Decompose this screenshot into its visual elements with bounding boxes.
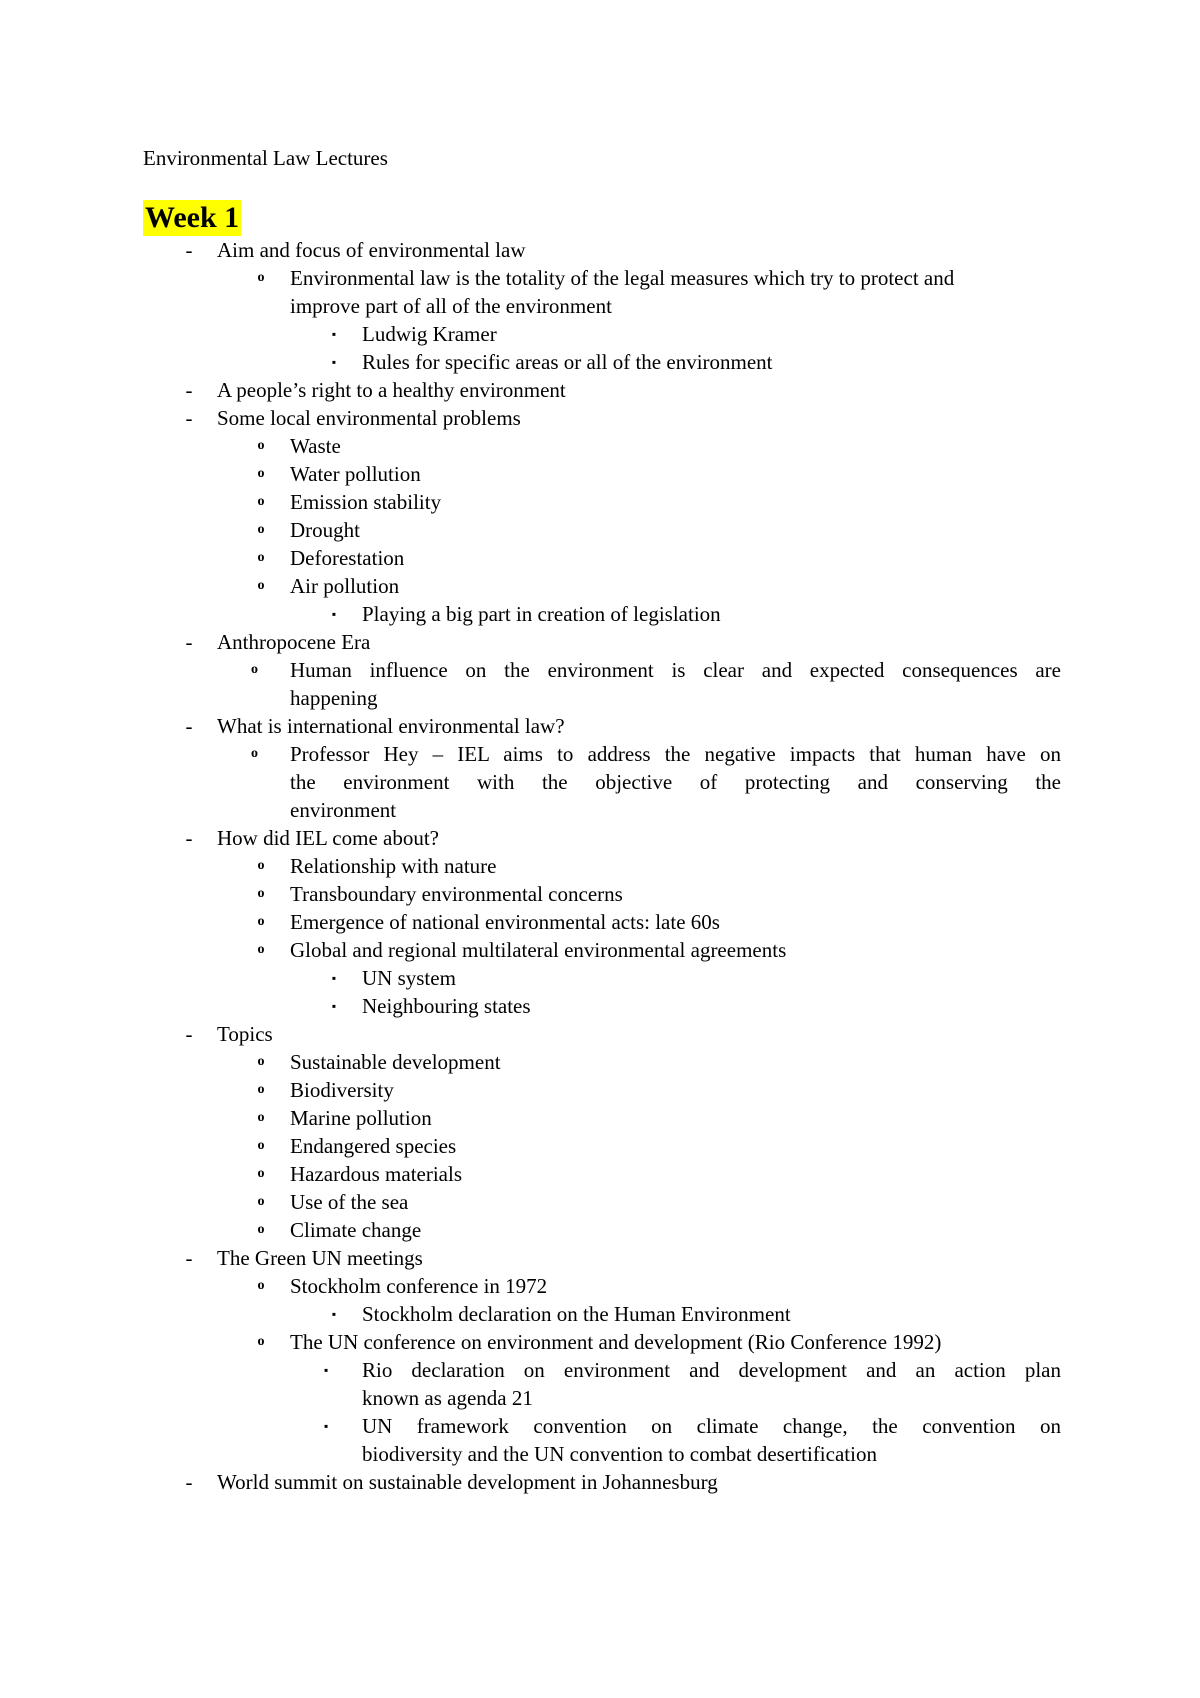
outline-text: known as agenda 21: [362, 1386, 533, 1410]
bullet-marker-level-2: o: [251, 662, 258, 677]
bullet-marker-level-2: o: [257, 1222, 265, 1237]
bullet-marker-level-3: ▪: [324, 1419, 329, 1433]
bullet-marker-level-2: o: [257, 270, 265, 285]
bullet-marker-level-1: -: [185, 1246, 193, 1270]
outline-text: Human influence on the environment is clear and expected consequences are: [290, 658, 1061, 682]
outline-text: The UN conference on environment and development (Rio Conference 1992): [290, 1330, 942, 1354]
outline-text: Emission stability: [290, 490, 442, 514]
outline-item-level-2: [0, 852, 1200, 880]
bullet-marker-level-2: o: [257, 466, 265, 481]
bullet-marker-level-2: o: [257, 1334, 265, 1349]
outline-text: How did IEL come about?: [217, 826, 439, 850]
bullet-marker-level-1: -: [185, 1022, 193, 1046]
outline-item-level-2: [0, 1328, 1200, 1356]
outline-text: Hazardous materials: [290, 1162, 463, 1186]
outline-text: Aim and focus of environmental law: [217, 238, 526, 262]
bullet-marker-level-1: -: [185, 238, 193, 262]
outline-text: improve part of all of the environment: [290, 294, 612, 318]
outline-text: Neighbouring states: [362, 994, 531, 1018]
bullet-marker-level-2: o: [257, 578, 265, 593]
bullet-marker-level-3: ▪: [331, 971, 337, 985]
bullet-marker-level-1: -: [185, 1470, 193, 1494]
outline-text: Air pollution: [290, 574, 400, 598]
bullet-marker-level-2: o: [257, 886, 265, 901]
bullet-marker-level-2: o: [257, 1110, 265, 1125]
bullet-marker-level-1: -: [185, 406, 193, 430]
outline-line-continuation: [0, 1384, 1200, 1412]
outline-text: Biodiversity: [290, 1078, 394, 1102]
outline-item-level-1: [0, 1244, 1200, 1272]
outline-text: Global and regional multilateral environmental agreements: [290, 938, 787, 962]
bullet-marker-level-3: ▪: [324, 1363, 329, 1377]
outline-text: Rules for specific areas or all of the environment: [362, 350, 773, 374]
outline-item-level-3: [0, 992, 1200, 1020]
outline-text: Relationship with nature: [290, 854, 497, 878]
outline-text: Waste: [290, 434, 341, 458]
document-title: Environmental Law Lectures: [143, 146, 388, 170]
outline-text: What is international environmental law?: [217, 714, 565, 738]
outline-item-level-2: [0, 1048, 1200, 1076]
bullet-marker-level-2: o: [257, 1082, 265, 1097]
outline-item-level-1: [0, 824, 1200, 852]
outline-text: Professor Hey – IEL aims to address the negative impacts that human have on: [290, 742, 1061, 766]
outline-item-level-3: [0, 1412, 1200, 1440]
outline-line-continuation: [0, 1440, 1200, 1468]
outline-item-level-2: [0, 264, 1200, 292]
outline-item-level-2: [0, 880, 1200, 908]
bullet-marker-level-2: o: [257, 1278, 265, 1293]
outline-item-level-1: [0, 1468, 1200, 1496]
outline-text: Marine pollution: [290, 1106, 432, 1130]
bullet-marker-level-3: ▪: [331, 327, 337, 341]
bullet-marker-level-2: o: [257, 914, 265, 929]
outline-item-level-2: [0, 1216, 1200, 1244]
outline-item-level-2: [0, 572, 1200, 600]
outline-item-level-1: [0, 236, 1200, 264]
bullet-marker-level-3: ▪: [331, 1307, 337, 1321]
bullet-marker-level-3: ▪: [331, 999, 337, 1013]
outline-text: Deforestation: [290, 546, 405, 570]
outline-text: Topics: [217, 1022, 273, 1046]
outline-text: Drought: [290, 518, 360, 542]
outline-text: A people’s right to a healthy environment: [217, 378, 566, 402]
outline-text: Emergence of national environmental acts: late 60s: [290, 910, 720, 934]
outline-text: UN system: [362, 966, 456, 990]
outline-text: Climate change: [290, 1218, 422, 1242]
outline-item-level-2: [0, 908, 1200, 936]
outline-text: Stockholm declaration on the Human Environment: [362, 1302, 791, 1326]
bullet-marker-level-1: -: [185, 630, 193, 654]
outline-text: Environmental law is the totality of the legal measures which try to protect and: [290, 266, 955, 290]
outline-text: Transboundary environmental concerns: [290, 882, 623, 906]
bullet-marker-level-2: o: [257, 494, 265, 509]
lecture-outline: [0, 236, 1200, 1496]
bullet-marker-level-2: o: [257, 1138, 265, 1153]
bullet-marker-level-2: o: [257, 1194, 265, 1209]
week-heading: Week 1: [145, 201, 240, 234]
outline-item-level-2: [0, 1160, 1200, 1188]
outline-item-level-2: [0, 432, 1200, 460]
outline-line-continuation: [0, 684, 1200, 712]
bullet-marker-level-1: -: [185, 714, 193, 738]
outline-text: Anthropocene Era: [217, 630, 371, 654]
bullet-marker-level-3: ▪: [331, 607, 337, 621]
outline-item-level-2: [0, 516, 1200, 544]
outline-line-continuation: [0, 796, 1200, 824]
outline-text: UN framework convention on climate change, the convention on: [362, 1414, 1061, 1438]
outline-item-level-2: [0, 1104, 1200, 1132]
bullet-marker-level-2: o: [257, 942, 265, 957]
outline-item-level-1: [0, 628, 1200, 656]
outline-item-level-1: [0, 404, 1200, 432]
outline-text: Ludwig Kramer: [362, 322, 497, 346]
outline-line-continuation: [0, 292, 1200, 320]
outline-text: environment: [290, 798, 397, 822]
outline-item-level-2: [0, 936, 1200, 964]
bullet-marker-level-2: o: [257, 1054, 265, 1069]
outline-item-level-1: [0, 712, 1200, 740]
outline-item-level-1: [0, 376, 1200, 404]
outline-text: World summit on sustainable development in Johannesburg: [217, 1470, 718, 1494]
outline-item-level-3: [0, 964, 1200, 992]
outline-item-level-1: [0, 1020, 1200, 1048]
outline-text: the environment with the objective of protecting and conserving the: [290, 770, 1061, 794]
outline-item-level-3: [0, 600, 1200, 628]
bullet-marker-level-2: o: [257, 438, 265, 453]
outline-item-level-2: [0, 656, 1200, 684]
outline-item-level-2: [0, 544, 1200, 572]
outline-text: happening: [290, 686, 378, 710]
outline-item-level-3: [0, 348, 1200, 376]
outline-item-level-2: [0, 488, 1200, 516]
outline-text: Playing a big part in creation of legislation: [362, 602, 721, 626]
outline-item-level-3: [0, 1356, 1200, 1384]
outline-text: Water pollution: [290, 462, 421, 486]
outline-text: Sustainable development: [290, 1050, 501, 1074]
bullet-marker-level-2: o: [257, 858, 265, 873]
outline-text: Stockholm conference in 1972: [290, 1274, 548, 1298]
outline-item-level-2: [0, 460, 1200, 488]
outline-text: biodiversity and the UN convention to combat desertification: [362, 1442, 877, 1466]
outline-text: Endangered species: [290, 1134, 457, 1158]
outline-item-level-3: [0, 320, 1200, 348]
outline-text: Rio declaration on environment and development and an action plan: [362, 1358, 1061, 1382]
bullet-marker-level-1: -: [185, 826, 193, 850]
outline-item-level-3: [0, 1300, 1200, 1328]
outline-item-level-2: [0, 1188, 1200, 1216]
outline-item-level-2: [0, 1076, 1200, 1104]
outline-item-level-2: [0, 1132, 1200, 1160]
outline-item-level-2: [0, 740, 1200, 768]
outline-item-level-2: [0, 1272, 1200, 1300]
outline-text: Some local environmental problems: [217, 406, 521, 430]
outline-text: The Green UN meetings: [217, 1246, 423, 1270]
bullet-marker-level-2: o: [251, 746, 258, 761]
bullet-marker-level-2: o: [257, 550, 265, 565]
bullet-marker-level-1: -: [185, 378, 193, 402]
bullet-marker-level-2: o: [257, 522, 265, 537]
outline-line-continuation: [0, 768, 1200, 796]
bullet-marker-level-3: ▪: [331, 355, 337, 369]
outline-text: Use of the sea: [290, 1190, 409, 1214]
bullet-marker-level-2: o: [257, 1166, 265, 1181]
